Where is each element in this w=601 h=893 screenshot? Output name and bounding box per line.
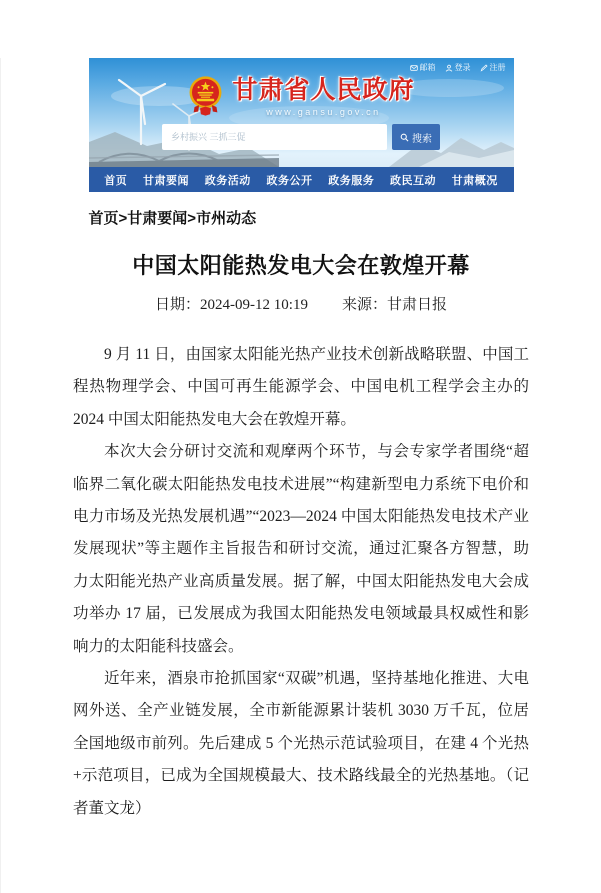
- search-button[interactable]: [392, 124, 440, 150]
- site-name: 甘肃省人民政府: [232, 76, 415, 104]
- main-nav: [89, 167, 514, 192]
- nav-item-gov-disclosure[interactable]: 政务公开: [266, 174, 313, 187]
- breadcrumb: [89, 207, 514, 228]
- mail-link[interactable]: [410, 62, 436, 73]
- breadcrumb-separator: >: [118, 210, 128, 227]
- register-link[interactable]: [480, 62, 506, 73]
- mail-icon: [410, 64, 418, 72]
- site-url: www.gansu.gov.cn: [266, 107, 381, 117]
- article-paragraph: 近年来，酒泉市抢抓国家“双碳”机遇，坚持基地化推进、大电网外送、全产业链发展，全市新能源累计装机 3030 万千瓦，位居全国地级市前列。先后建成 5 个光热示范试验项目，在建 4 个光热+示范项目，已成为全国规模最大、技术路线最全的光热基地。（记者董文龙）: [73, 670, 529, 817]
- utility-links: [410, 62, 506, 73]
- nav-item-gov-services[interactable]: 政务服务: [328, 174, 375, 187]
- user-icon: [445, 64, 453, 72]
- article: [1, 249, 601, 825]
- search-icon: [400, 133, 409, 142]
- nav-item-gansu-news[interactable]: 甘肃要闻: [143, 174, 189, 187]
- nav-item-gansu-overview[interactable]: 甘肃概况: [451, 174, 498, 187]
- search-button-label: 搜索: [412, 133, 432, 145]
- nav-item-gov-interaction[interactable]: 政民互动: [390, 174, 436, 187]
- breadcrumb-home[interactable]: 首页: [88, 210, 119, 227]
- site-header: [89, 58, 514, 192]
- brand-text: [232, 75, 414, 117]
- login-link[interactable]: [445, 62, 471, 73]
- pen-icon: [480, 64, 488, 72]
- article-title: 中国太阳能热发电大会在敦煌开幕: [132, 253, 470, 278]
- nav-item-gov-activities[interactable]: 政务活动: [204, 174, 251, 187]
- breadcrumb-separator: >: [187, 210, 197, 227]
- article-body: [73, 339, 529, 825]
- search-bar: [89, 124, 514, 150]
- article-source: 来源：甘肃日报: [341, 297, 447, 313]
- mail-label: 邮箱: [419, 63, 436, 72]
- brand: [89, 75, 514, 117]
- nav-item-home[interactable]: 首页: [104, 174, 128, 187]
- breadcrumb-gansu-news[interactable]: 甘肃要闻: [127, 210, 188, 227]
- article-meta: [1, 293, 601, 314]
- register-label: 注册: [489, 63, 506, 72]
- breadcrumb-city-dynamics[interactable]: 市州动态: [196, 210, 257, 227]
- banner: [89, 58, 514, 167]
- article-paragraph: 9 月 11 日，由国家太阳能光热产业技术创新战略联盟、中国工程热物理学会、中国可再生能源学会、中国电机工程学会主办的 2024 中国太阳能热发电大会在敦煌开幕。: [73, 346, 529, 428]
- page: [0, 58, 601, 893]
- article-date: 日期：2024-09-12 10:19: [155, 297, 308, 313]
- search-input[interactable]: [162, 124, 387, 150]
- national-emblem-icon: [187, 75, 224, 117]
- article-paragraph: 本次大会分研讨交流和观摩两个环节，与会专家学者围绕“超临界二氧化碳太阳能热发电技术进展”“构建新型电力系统下电价和电力市场及光热发展机遇”“2023—2024 中国太阳能热发电技术产业发展现状”等主题作主旨报告和研讨交流，通过汇聚各方智慧，助力太阳能光热产业高质量发展。据了解，中国太阳能热发电大会成功举办 17 届，已发展成为我国太阳能热发电领域最具权威性和影响力的太阳能科技盛会。: [73, 443, 529, 655]
- login-label: 登录: [454, 63, 471, 72]
